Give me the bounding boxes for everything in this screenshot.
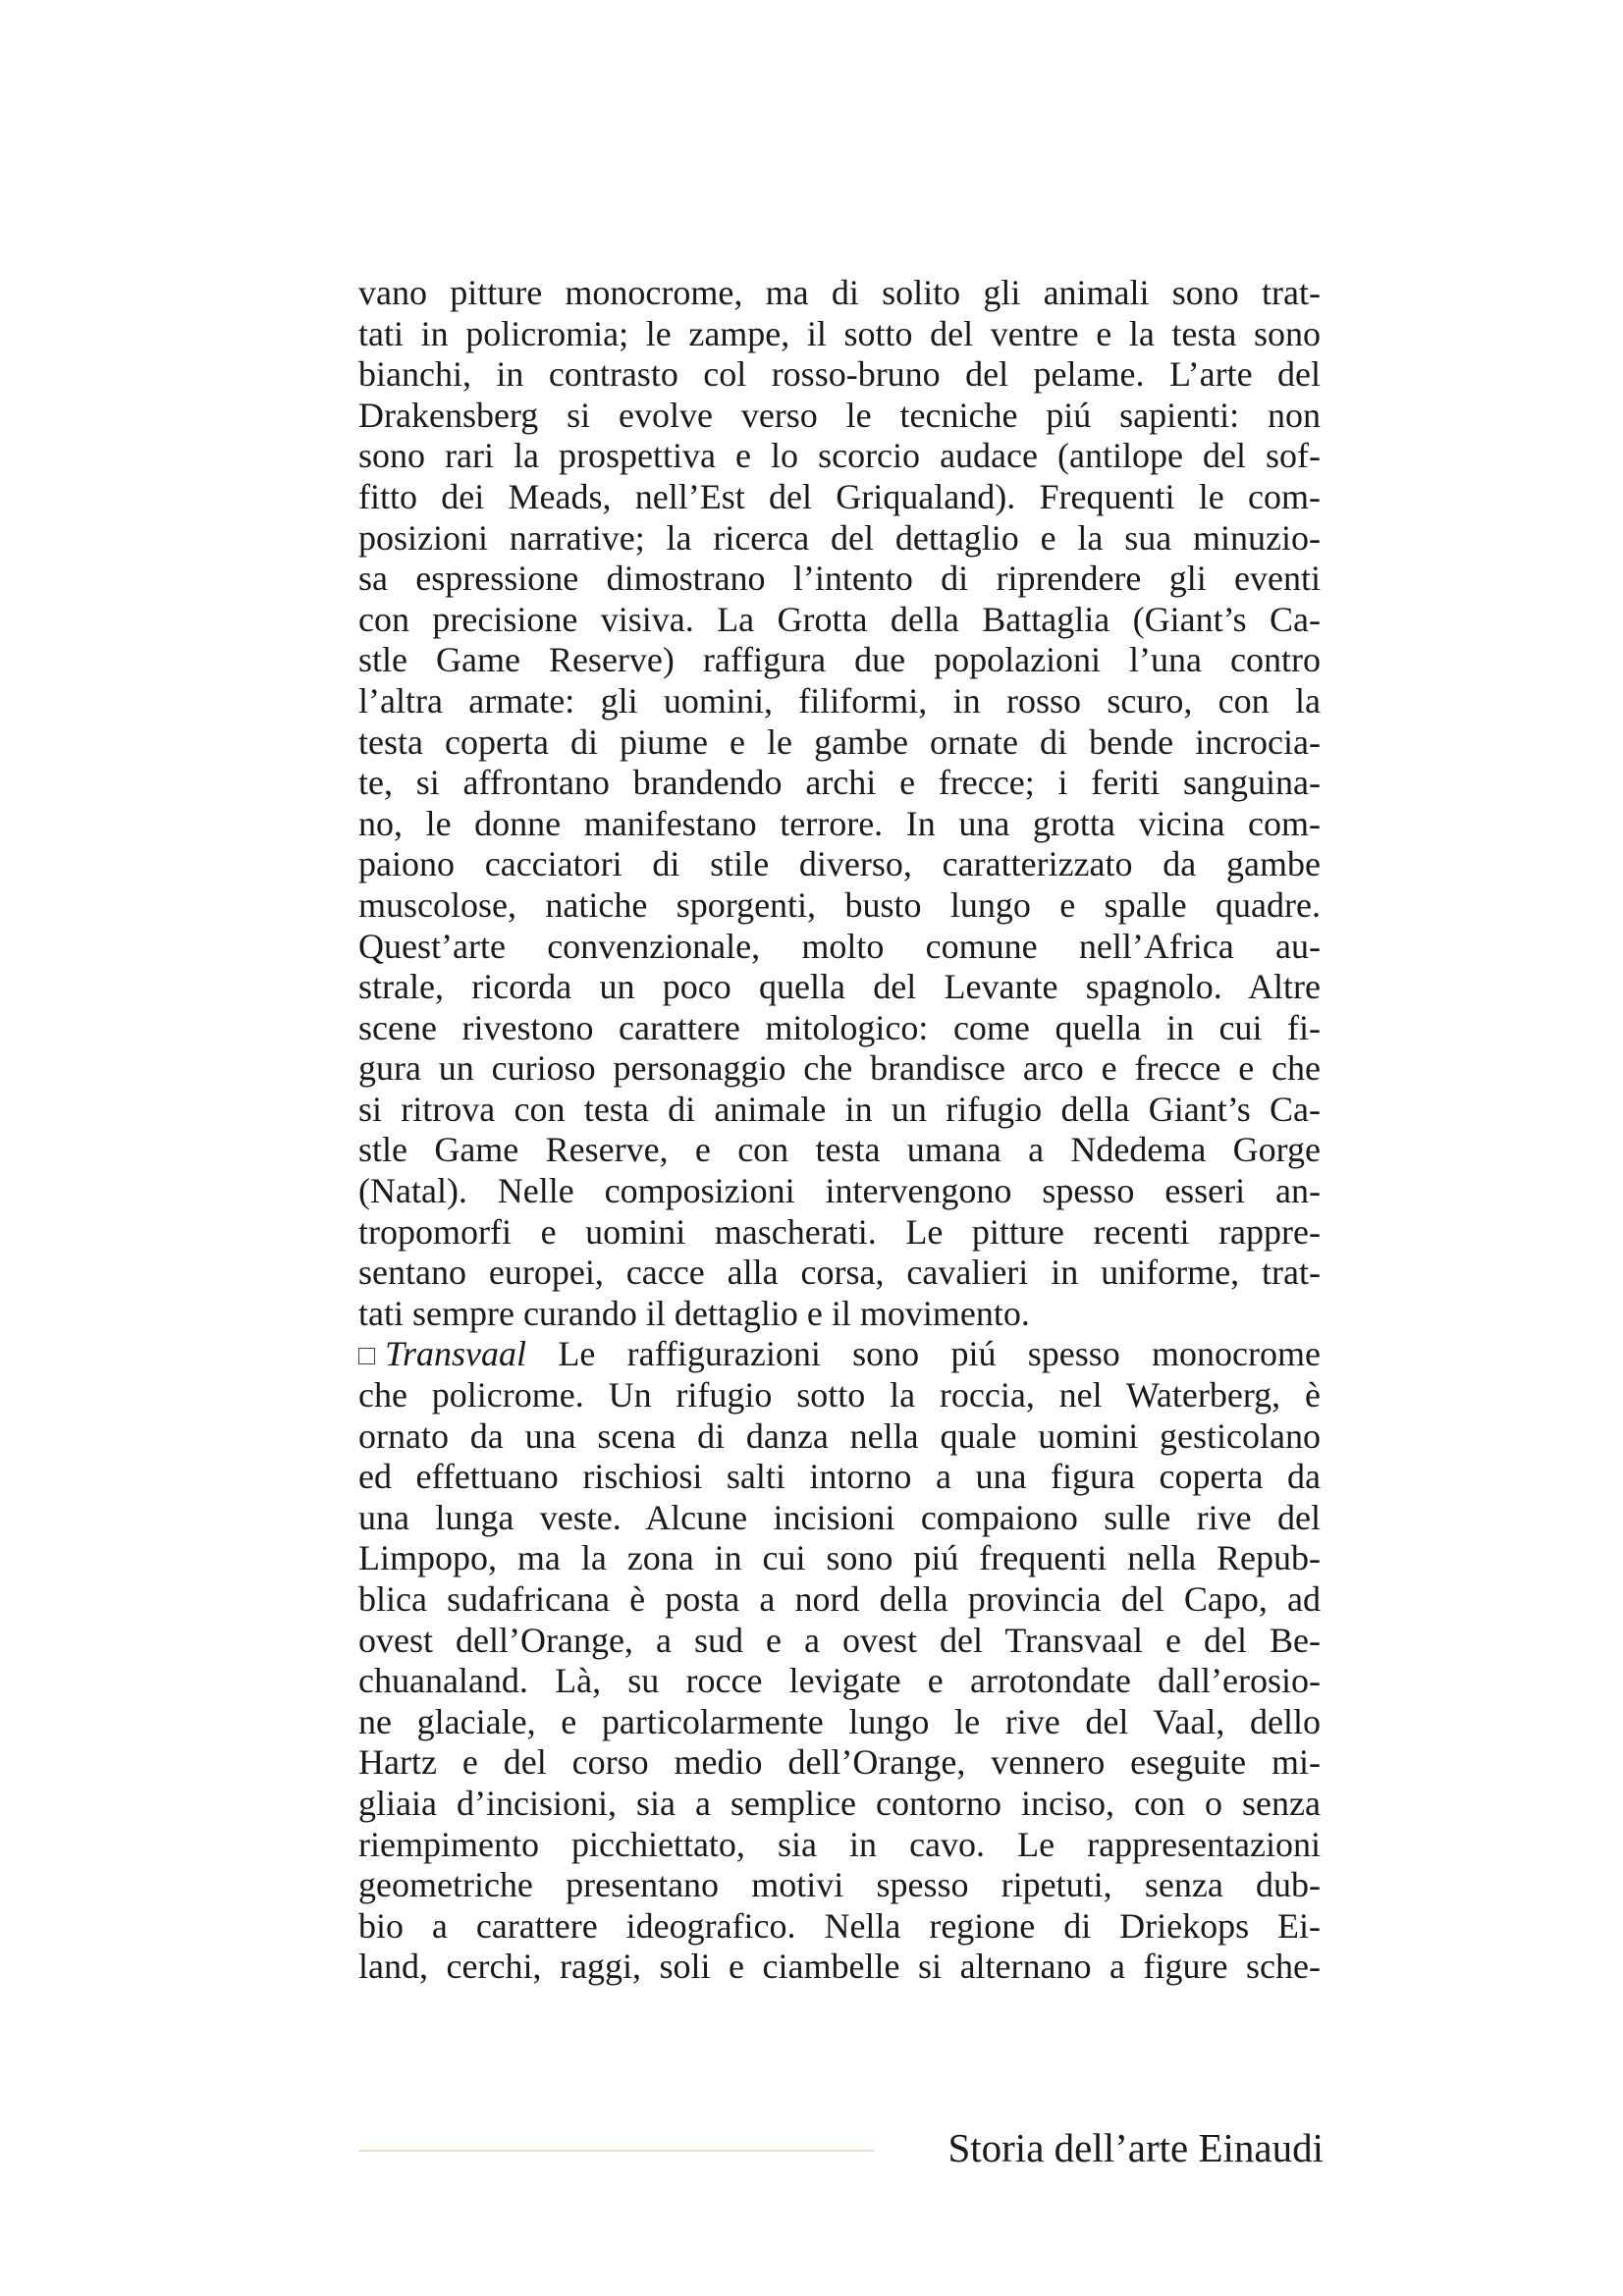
text-line: strale, ricorda un poco quella del Levante spagnolo. Altre — [358, 967, 1321, 1007]
section-title: Transvaal — [385, 1334, 527, 1374]
text-line: sa espressione dimostrano l’intento di riprendere gli eventi — [358, 559, 1321, 599]
text-line: posizioni narrative; la ricerca del dettaglio e la sua minuzio- — [358, 517, 1321, 558]
text-line: con precisione visiva. La Grotta della Battaglia (Giant’s Ca- — [358, 599, 1321, 639]
text-line: muscolose, natiche sporgenti, busto lungo e spalle quadre. — [358, 884, 1321, 925]
text-line: no, le donne manifestano terrore. In una grotta vicina com- — [358, 803, 1321, 843]
text-line: l’altra armate: gli uomini, filiformi, in rosso scuro, con la — [358, 680, 1321, 721]
text-line: riempimento picchiettato, sia in cavo. Le rappresentazioni — [358, 1824, 1321, 1864]
section-first-line — [358, 1334, 1321, 1375]
text-line: tati sempre curando il dettaglio e il movimento. — [358, 1293, 1030, 1333]
text-line: ed effettuano rischiosi salti intorno a una figura coperta da — [358, 1457, 1321, 1497]
text-line: Drakensberg si evolve verso le tecniche piú sapienti: non — [358, 395, 1321, 435]
text-line: stle Game Reserve, e con testa umana a Ndedema Gorge — [358, 1130, 1321, 1170]
section-first-line-text: Le raffigurazioni sono piú spesso monocrome — [526, 1334, 1321, 1374]
text-line: chuanaland. Là, su rocce levigate e arrotondate dall’erosio- — [358, 1661, 1321, 1701]
text-line: te, si affrontano brandendo archi e frecce; i feriti sanguina- — [358, 763, 1321, 803]
text-line: scene rivestono carattere mitologico: come quella in cui fi- — [358, 1007, 1321, 1047]
text-line: sono rari la prospettiva e lo scorcio audace (antilope del sof- — [358, 436, 1321, 476]
text-line: sentano europei, cacce alla corsa, cavalieri in uniforme, trat- — [358, 1253, 1321, 1293]
text-line: fitto dei Meads, nell’Est del Griqualand). Frequenti le com- — [358, 476, 1321, 516]
text-line: paiono cacciatori di stile diverso, caratterizzato da gambe — [358, 844, 1321, 884]
text-line: testa coperta di piume e le gambe ornate di bende incrocia- — [358, 721, 1321, 762]
text-line: che policrome. Un rifugio sotto la roccia, nel Waterberg, è — [358, 1375, 1321, 1415]
text-line: si ritrova con testa di animale in un rifugio della Giant’s Ca- — [358, 1089, 1321, 1129]
section-square-icon — [358, 1348, 375, 1364]
text-line: ovest dell’Orange, a sud e a ovest del Transvaal e del Be- — [358, 1620, 1321, 1660]
text-line: tropomorfi e uomini mascherati. Le pitture recenti rappre- — [358, 1211, 1321, 1252]
footer-divider — [358, 2150, 874, 2152]
text-line: ne glaciale, e particolarmente lungo le rive del Vaal, dello — [358, 1701, 1321, 1741]
text-line: (Natal). Nelle composizioni intervengono spesso esseri an- — [358, 1171, 1321, 1211]
text-line: ornato da una scena di danza nella quale uomini gesticolano — [358, 1415, 1321, 1456]
text-line: Hartz e del corso medio dell’Orange, vennero eseguite mi- — [358, 1742, 1321, 1783]
text-line: vano pitture monocrome, ma di solito gli animali sono trat- — [358, 273, 1321, 312]
text-line: gliaia d’incisioni, sia a semplice contorno inciso, con o senza — [358, 1783, 1321, 1823]
text-line: geometriche presentano motivi spesso ripetuti, senza dub- — [358, 1865, 1321, 1905]
text-line: Quest’arte convenzionale, molto comune nell’Africa au- — [358, 926, 1321, 966]
text-line: stle Game Reserve) raffigura due popolazioni l’una contro — [358, 640, 1321, 680]
footer-title: Storia dell’arte Einaudi — [947, 2125, 1324, 2170]
text-line: bianchi, in contrasto col rosso-bruno del pelame. L’arte del — [358, 354, 1321, 395]
text-line: land, cerchi, raggi, soli e ciambelle si alternano a figure sche- — [358, 1947, 1321, 1987]
text-line: tati in policromia; le zampe, il sotto del ventre e la testa sono — [358, 313, 1321, 353]
text-line: una lunga veste. Alcune incisioni compaiono sulle rive del — [358, 1497, 1321, 1537]
text-line: Limpopo, ma la zona in cui sono piú frequenti nella Repub- — [358, 1538, 1321, 1578]
text-line: gura un curioso personaggio che brandisce arco e frecce e che — [358, 1048, 1321, 1089]
body-text — [358, 273, 1321, 1988]
text-line: bio a carattere ideografico. Nella regione di Driekops Ei- — [358, 1905, 1321, 1946]
text-line: blica sudafricana è posta a nord della provincia del Capo, ad — [358, 1579, 1321, 1619]
